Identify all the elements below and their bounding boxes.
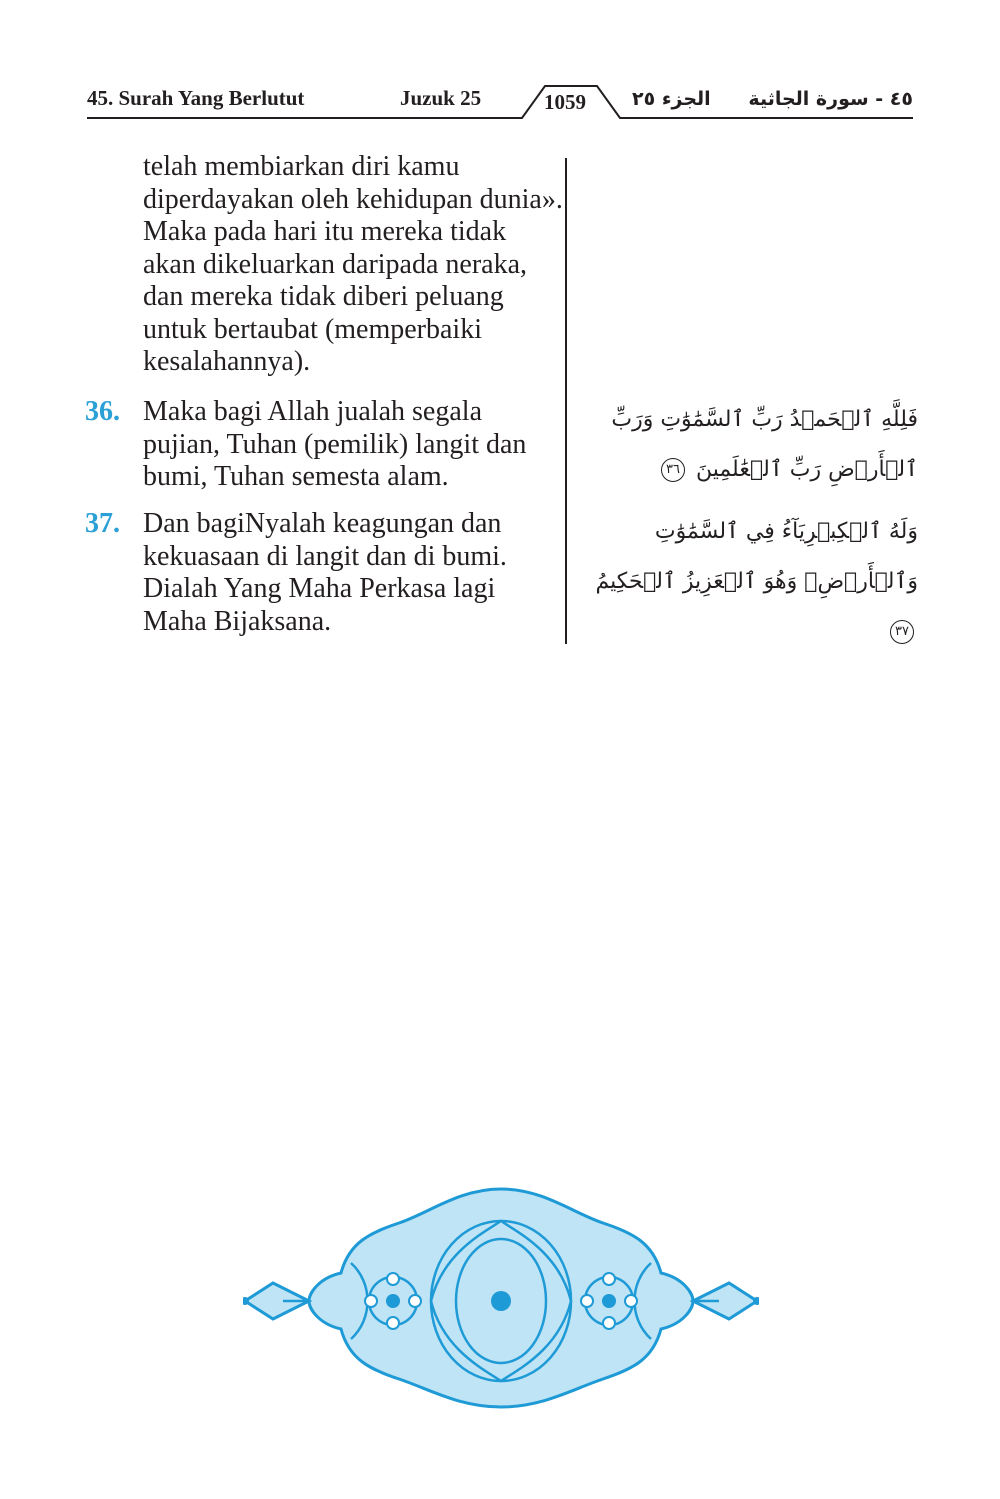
verse-number: 36.	[85, 396, 120, 427]
ayah-end-marker: ٣٧	[890, 620, 914, 644]
translation-text: Maka bagi Allah jualah segala pujian, Tuhan (pemilik) langit dan bumi, Tuhan semesta alam.	[143, 396, 527, 492]
juzuk-label-arabic: الجزء ٢٥	[632, 88, 711, 110]
decorative-ornament	[243, 1183, 759, 1413]
surah-title-arabic: ٤٥ - سورة الجاثية	[748, 88, 913, 110]
arabic-text: وَلَهُ ٱلۡكِبۡرِيَآءُ فِي ٱلسَّمَٰوَٰتِ وَٱلۡأَرۡضِۖ وَهُوَ ٱلۡعَزِيزُ ٱلۡحَكِيمُ	[595, 519, 918, 594]
juzuk-label-latin: Juzuk 25	[400, 86, 482, 110]
page-number: 1059	[544, 90, 586, 114]
column-divider	[565, 158, 567, 644]
ayah-end-marker: ٣٦	[661, 458, 685, 482]
verse-36-arabic	[595, 395, 918, 495]
verse-37-arabic	[595, 507, 918, 657]
translation-text: Dan bagiNyalah keagungan dan kekuasaan di langit dan di bumi. Dialah Yang Maha Perkasa lagi Maha Bijaksana.	[143, 508, 507, 637]
arabic-text: فَلِلَّهِ ٱلۡحَمۡدُ رَبِّ ٱلسَّمَٰوَٰتِ وَرَبِّ ٱلۡأَرۡضِ رَبِّ ٱلۡعَٰلَمِينَ	[611, 407, 918, 482]
surah-title-latin: 45. Surah Yang Berlutut	[87, 86, 305, 110]
page-header	[0, 0, 1000, 130]
translation-text: telah membiarkan diri kamu diperdayakan oleh kehidupan dunia». Maka pada hari itu mereka tidak akan dikeluarkan daripada neraka, dan mereka tidak diberi peluang untuk bertaubat (memperbaiki kesalahannya).	[143, 151, 563, 377]
verse-number: 37.	[85, 508, 120, 539]
